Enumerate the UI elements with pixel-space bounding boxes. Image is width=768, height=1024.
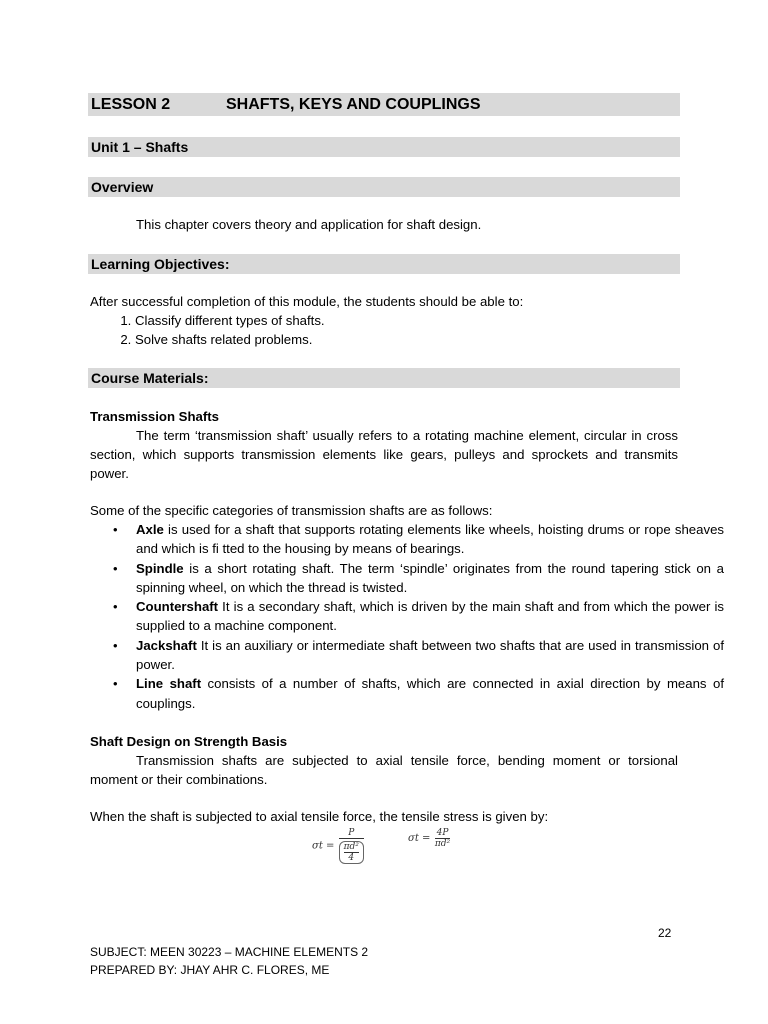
lesson-header: [88, 93, 680, 116]
strength-heading: Shaft Design on Strength Basis: [90, 734, 288, 749]
footer-subject: SUBJECT: MEEN 30223 – MACHINE ELEMENTS 2: [90, 945, 369, 959]
objective-item: 2. Solve shafts related problems.: [135, 330, 723, 349]
objectives-list: [90, 311, 723, 349]
category-item: • Line shaft consists of a number of shafts, which are connected in axial direction by means of couplings.: [136, 674, 724, 713]
materials-heading: Course Materials:: [88, 368, 680, 388]
strength-paragraph: Transmission shafts are subjected to axial tensile force, bending moment or torsional moment or their combinations.: [90, 753, 678, 787]
category-item: • Countershaft It is a secondary shaft, which is driven by the main shaft and from which the power is supplied to a machine component.: [136, 597, 724, 636]
objectives-intro: After successful completion of this module, the students should be able to:: [90, 294, 524, 309]
transmission-paragraph: The term ‘transmission shaft’ usually refers to a rotating machine element, circular in cross section, which supports transmission elements like gears, pulleys and sprockets and transmits power.: [90, 428, 678, 481]
categories-list: [90, 520, 724, 713]
categories-intro: Some of the specific categories of transmission shafts are as follows:: [90, 503, 493, 518]
axial-text: When the shaft is subjected to axial tensile force, the tensile stress is given by:: [90, 809, 549, 824]
formula-1: σt = P πd² 4: [312, 828, 364, 864]
footer-prepared: PREPARED BY: JHAY AHR C. FLORES, ME: [90, 963, 330, 977]
lesson-title: SHAFTS, KEYS AND COUPLINGS: [226, 96, 481, 113]
category-item: • Jackshaft It is an auxiliary or intermediate shaft between two shafts that are used in transmission of power.: [136, 636, 724, 675]
objective-item: 1. Classify different types of shafts.: [135, 311, 723, 330]
objectives-heading: Learning Objectives:: [88, 254, 680, 274]
lesson-number: LESSON 2: [91, 96, 171, 113]
overview-text: This chapter covers theory and application for shaft design.: [136, 217, 482, 232]
page-number: 22: [658, 926, 672, 940]
category-item: • Spindle is a short rotating shaft. The term ‘spindle’ originates from the round tapering stick on a spinning wheel, on which the thread is twisted.: [136, 559, 724, 598]
unit-header: Unit 1 – Shafts: [88, 137, 680, 157]
category-item: • Axle is used for a shaft that supports rotating elements like wheels, hoisting drums or rope sheaves and which is fi tted to the housing by means of bearings.: [136, 520, 724, 559]
overview-heading: Overview: [88, 177, 680, 197]
transmission-heading: Transmission Shafts: [90, 409, 219, 424]
formula-2: σt = $\frac{4P}{\text{πd²}}$: [408, 828, 451, 849]
